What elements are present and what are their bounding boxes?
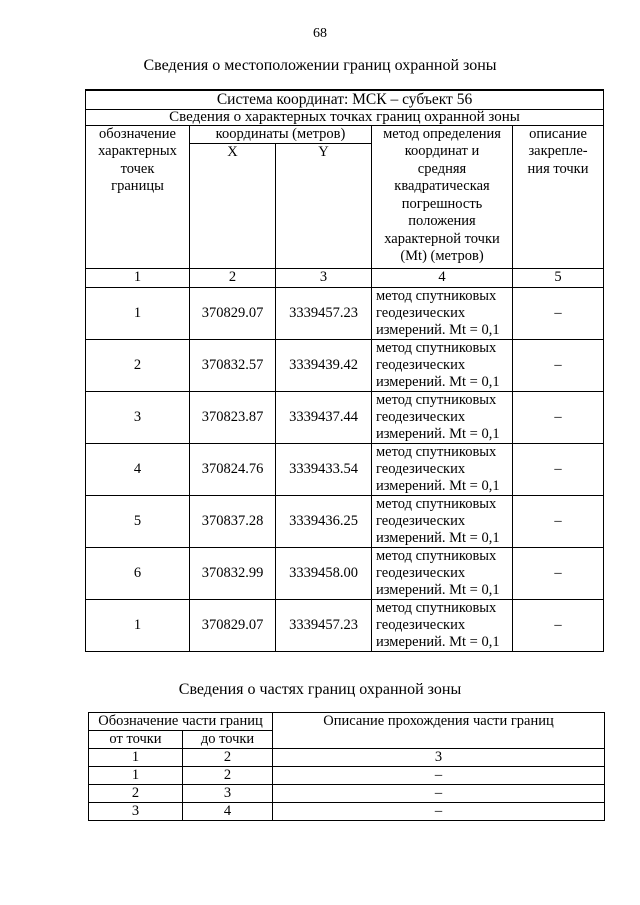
method-line: геодезических bbox=[376, 565, 466, 581]
coord-y: 3339437.44 bbox=[276, 392, 372, 444]
method-line: метод спутниковых bbox=[376, 288, 497, 304]
table-row bbox=[86, 548, 604, 600]
page-number: 68 bbox=[313, 26, 327, 41]
header-row bbox=[86, 125, 604, 144]
method-line: геодезических bbox=[376, 513, 466, 529]
header-description-line: ния точки bbox=[527, 160, 589, 177]
method-line: измерений. Mt = 0,1 bbox=[376, 530, 500, 546]
table-row bbox=[86, 392, 604, 444]
table-row bbox=[86, 444, 604, 496]
method-line: метод спутниковых bbox=[376, 548, 497, 564]
table-row bbox=[89, 785, 605, 803]
subheader-cell: Сведения о характерных точках границ охранной зоны bbox=[86, 109, 604, 125]
column-number-row bbox=[86, 269, 604, 288]
from-point: 2 bbox=[89, 785, 183, 803]
header-method-line: средняя bbox=[417, 160, 467, 177]
from-point: 1 bbox=[89, 767, 183, 785]
table-row bbox=[89, 749, 605, 767]
section-title-boundaries: Сведения о местоположении границ охранной зоны bbox=[143, 57, 497, 74]
point-description: – bbox=[513, 600, 604, 652]
coord-x: 370829.07 bbox=[190, 288, 276, 340]
method-line: геодезических bbox=[376, 305, 466, 321]
method-line: измерений. Mt = 0,1 bbox=[376, 322, 500, 338]
header-designation-line: границы bbox=[111, 178, 164, 194]
header-designation-line: характерных bbox=[98, 143, 177, 159]
to-point: 2 bbox=[183, 749, 273, 767]
to-point: 2 bbox=[183, 767, 273, 785]
part-description: 3 bbox=[273, 749, 605, 767]
method-cell bbox=[372, 444, 513, 496]
method-cell bbox=[372, 288, 513, 340]
coord-x: 370829.07 bbox=[190, 600, 276, 652]
method-line: геодезических bbox=[376, 409, 466, 425]
section-title-parts: Сведения о частях границ охранной зоны bbox=[178, 681, 462, 698]
point-id: 3 bbox=[86, 392, 190, 444]
header-method bbox=[372, 125, 513, 269]
coord-x: 370837.28 bbox=[190, 496, 276, 548]
method-line: метод спутниковых bbox=[376, 600, 497, 616]
coord-x: 370823.87 bbox=[190, 392, 276, 444]
header-method-line: метод определения bbox=[383, 125, 501, 142]
method-line: метод спутниковых bbox=[376, 340, 497, 356]
method-line: метод спутниковых bbox=[376, 392, 497, 408]
column-number: 5 bbox=[513, 269, 604, 288]
method-line: метод спутниковых bbox=[376, 496, 497, 512]
coord-y: 3339433.54 bbox=[276, 444, 372, 496]
column-number: 4 bbox=[372, 269, 513, 288]
coord-system-cell: Система координат: МСК – субъект 56 bbox=[86, 90, 604, 109]
method-line: метод спутниковых bbox=[376, 444, 497, 460]
coord-x: 370824.76 bbox=[190, 444, 276, 496]
boundary-points-table bbox=[85, 89, 604, 652]
column-number: 1 bbox=[86, 269, 190, 288]
header-part-description: Описание прохождения части границ bbox=[273, 713, 605, 749]
coord-y: 3339439.42 bbox=[276, 340, 372, 392]
coord-y: 3339436.25 bbox=[276, 496, 372, 548]
column-number: 2 bbox=[190, 269, 276, 288]
header-method-line: (Mt) (метров) bbox=[400, 248, 484, 264]
header-coordinates: координаты (метров) bbox=[190, 125, 372, 144]
method-line: измерений. Mt = 0,1 bbox=[376, 634, 500, 650]
point-description: – bbox=[513, 444, 604, 496]
method-cell bbox=[372, 496, 513, 548]
header-designation bbox=[86, 125, 190, 269]
method-cell bbox=[372, 340, 513, 392]
point-id: 2 bbox=[86, 340, 190, 392]
table-row bbox=[86, 496, 604, 548]
table-row bbox=[86, 340, 604, 392]
header-method-line: координат и bbox=[404, 143, 480, 159]
point-id: 1 bbox=[86, 288, 190, 340]
point-id: 6 bbox=[86, 548, 190, 600]
table-row bbox=[89, 767, 605, 785]
method-cell bbox=[372, 600, 513, 652]
method-line: измерений. Mt = 0,1 bbox=[376, 374, 500, 390]
header-y: Y bbox=[276, 144, 372, 269]
table-row bbox=[86, 600, 604, 652]
from-point: 3 bbox=[89, 803, 183, 821]
coord-y: 3339457.23 bbox=[276, 600, 372, 652]
point-description: – bbox=[513, 288, 604, 340]
header-description-line: закрепле- bbox=[528, 143, 588, 159]
method-cell bbox=[372, 392, 513, 444]
point-id: 4 bbox=[86, 444, 190, 496]
method-line: измерений. Mt = 0,1 bbox=[376, 426, 500, 442]
method-line: геодезических bbox=[376, 461, 466, 477]
header-method-line: погрешность bbox=[401, 195, 483, 212]
point-description: – bbox=[513, 496, 604, 548]
header-method-line: квадратическая bbox=[394, 178, 490, 194]
point-id: 5 bbox=[86, 496, 190, 548]
method-line: измерений. Mt = 0,1 bbox=[376, 582, 500, 598]
coord-y: 3339458.00 bbox=[276, 548, 372, 600]
header-method-line: положения bbox=[408, 213, 476, 229]
header-designation-line: точек bbox=[120, 160, 155, 177]
header-method-line: характерной точки bbox=[384, 230, 500, 247]
point-id: 1 bbox=[86, 600, 190, 652]
header-x: X bbox=[190, 144, 276, 269]
header-from: от точки bbox=[89, 731, 183, 749]
header-to: до точки bbox=[183, 731, 273, 749]
table-row bbox=[86, 288, 604, 340]
header-part: Обозначение части границ bbox=[89, 713, 273, 731]
coord-x: 370832.57 bbox=[190, 340, 276, 392]
header-row bbox=[89, 713, 605, 731]
header-description bbox=[513, 125, 604, 269]
from-point: 1 bbox=[89, 749, 183, 767]
table-row bbox=[89, 803, 605, 821]
part-description: – bbox=[273, 803, 605, 821]
coord-y: 3339457.23 bbox=[276, 288, 372, 340]
part-description: – bbox=[273, 785, 605, 803]
part-description: – bbox=[273, 767, 605, 785]
coord-x: 370832.99 bbox=[190, 548, 276, 600]
subheader-row bbox=[86, 109, 604, 125]
boundary-parts-table bbox=[88, 712, 605, 821]
method-line: геодезических bbox=[376, 357, 466, 373]
header-designation-line: обозначение bbox=[99, 125, 176, 142]
header-description-line: описание bbox=[529, 125, 587, 142]
method-cell bbox=[372, 548, 513, 600]
method-line: измерений. Mt = 0,1 bbox=[376, 478, 500, 494]
point-description: – bbox=[513, 392, 604, 444]
point-description: – bbox=[513, 340, 604, 392]
to-point: 3 bbox=[183, 785, 273, 803]
point-description: – bbox=[513, 548, 604, 600]
method-line: геодезических bbox=[376, 617, 466, 633]
column-number: 3 bbox=[276, 269, 372, 288]
coord-system-row bbox=[86, 90, 604, 109]
to-point: 4 bbox=[183, 803, 273, 821]
